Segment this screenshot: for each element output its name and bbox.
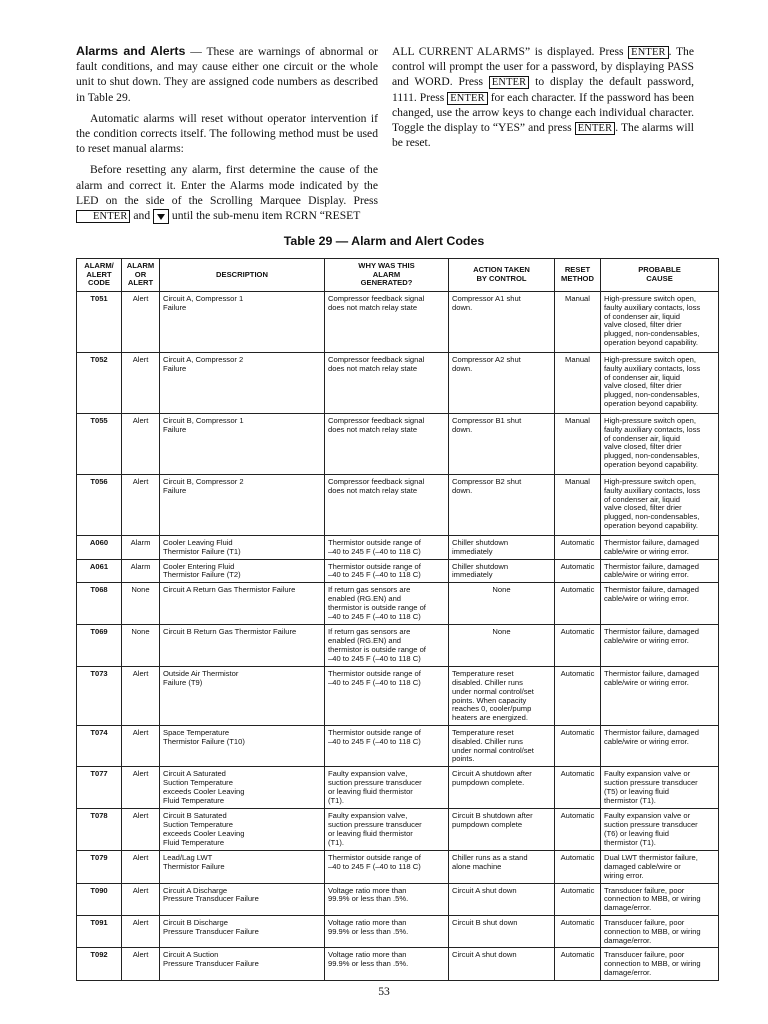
cell-code: T091: [77, 915, 122, 947]
header-alarm-or-alert: ALARM OR ALERT: [122, 259, 160, 292]
cell-probable-cause: High-pressure switch open, faulty auxiliary contacts, loss of condenser air, liquid valve closed, filter drier plugged, non-condensables, operation beyond capability.: [601, 292, 719, 353]
intro-left-column: [76, 44, 378, 230]
enter-key: ENTER: [447, 92, 487, 105]
cell-alarm-or-alert: Alert: [122, 883, 160, 915]
cell-description: Lead/Lag LWT Thermistor Failure: [160, 851, 325, 883]
cell-description: Circuit A, Compressor 1 Failure: [160, 292, 325, 353]
cell-why-generated: Thermistor outside range of –40 to 245 F (–40 to 118 C): [325, 536, 449, 560]
cell-alarm-or-alert: Alert: [122, 767, 160, 809]
cell-why-generated: Compressor feedback signal does not match relay state: [325, 292, 449, 353]
table-row: [77, 414, 719, 475]
cell-description: Outside Air Thermistor Failure (T9): [160, 667, 325, 726]
cell-why-generated: Voltage ratio more than 99.9% or less than .5%.: [325, 948, 449, 980]
enter-key: ENTER: [575, 122, 615, 135]
intro-paragraph-4: [392, 44, 694, 150]
cell-why-generated: Faulty expansion valve, suction pressure transducer or leaving fluid thermistor (T1).: [325, 767, 449, 809]
down-arrow-key-icon: [153, 209, 169, 224]
cell-action-taken: Compressor B1 shut down.: [449, 414, 555, 475]
cell-alarm-or-alert: Alarm: [122, 536, 160, 560]
table-title: Table 29 — Alarm and Alert Codes: [283, 234, 485, 248]
cell-code: T055: [77, 414, 122, 475]
cell-action-taken: Circuit A shutdown after pumpdown complete.: [449, 767, 555, 809]
cell-action-taken: Circuit A shut down: [449, 883, 555, 915]
cell-probable-cause: Transducer failure, poor connection to MBB, or wiring damage/error.: [601, 948, 719, 980]
cell-description: Circuit B, Compressor 1 Failure: [160, 414, 325, 475]
cell-probable-cause: High-pressure switch open, faulty auxiliary contacts, loss of condenser air, liquid valve closed, filter drier plugged, non-condensables, operation beyond capability.: [601, 353, 719, 414]
table-row: [77, 725, 719, 766]
heading-dash: —: [185, 45, 207, 58]
table-header-row: [77, 259, 719, 292]
alarm-codes-table: [76, 258, 719, 981]
cell-action-taken: Circuit A shut down: [449, 948, 555, 980]
header-code: ALARM/ ALERT CODE: [77, 259, 122, 292]
cell-code: A061: [77, 559, 122, 583]
cell-reset-method: Automatic: [555, 851, 601, 883]
cell-probable-cause: Transducer failure, poor connection to MBB, or wiring damage/error.: [601, 915, 719, 947]
enter-key: ENTER: [628, 46, 668, 59]
table-row: [77, 883, 719, 915]
cell-description: Circuit B Saturated Suction Temperature exceeds Cooler Leaving Fluid Temperature: [160, 809, 325, 851]
cell-reset-method: Manual: [555, 292, 601, 353]
cell-alarm-or-alert: Alert: [122, 353, 160, 414]
cell-description: Circuit A Suction Pressure Transducer Failure: [160, 948, 325, 980]
table-row: [77, 851, 719, 883]
cell-description: Circuit A Saturated Suction Temperature exceeds Cooler Leaving Fluid Temperature: [160, 767, 325, 809]
cell-reset-method: Automatic: [555, 915, 601, 947]
enter-key: ENTER: [76, 210, 130, 223]
cell-code: T090: [77, 883, 122, 915]
cell-why-generated: Voltage ratio more than 99.9% or less than .5%.: [325, 915, 449, 947]
cell-action-taken: Temperature reset disabled. Chiller runs under normal control/set points. When capacity reaches 0, cooler/pump heaters are energized.: [449, 667, 555, 726]
cell-probable-cause: Thermistor failure, damaged cable/wire or wiring error.: [601, 725, 719, 766]
table-row: [77, 767, 719, 809]
cell-reset-method: Manual: [555, 414, 601, 475]
cell-description: Space Temperature Thermistor Failure (T10): [160, 725, 325, 766]
table-row: [77, 536, 719, 560]
section-heading: Alarms and Alerts: [76, 44, 186, 58]
cell-alarm-or-alert: None: [122, 625, 160, 667]
header-action-taken: ACTION TAKEN BY CONTROL: [449, 259, 555, 292]
reset-text-3: to display the default password, 1111. Press: [392, 75, 694, 104]
cell-probable-cause: Thermistor failure, damaged cable/wire or wiring error.: [601, 536, 719, 560]
table-row: [77, 292, 719, 353]
cell-reset-method: Automatic: [555, 625, 601, 667]
cell-why-generated: Faulty expansion valve, suction pressure transducer or leaving fluid thermistor (T1).: [325, 809, 449, 851]
cell-alarm-or-alert: Alert: [122, 414, 160, 475]
cell-probable-cause: Thermistor failure, damaged cable/wire or wiring error.: [601, 625, 719, 667]
page-number: 53: [378, 985, 390, 998]
cell-alarm-or-alert: Alert: [122, 809, 160, 851]
cell-description: Cooler Entering Fluid Thermistor Failure (T2): [160, 559, 325, 583]
cell-why-generated: Compressor feedback signal does not match relay state: [325, 353, 449, 414]
cell-reset-method: Automatic: [555, 948, 601, 980]
cell-why-generated: Thermistor outside range of –40 to 245 F (–40 to 118 C): [325, 851, 449, 883]
cell-probable-cause: Faulty expansion valve or suction pressure transducer (T6) or leaving fluid thermistor (T1).: [601, 809, 719, 851]
cell-reset-method: Automatic: [555, 559, 601, 583]
cell-action-taken: Circuit B shut down: [449, 915, 555, 947]
cell-action-taken: None: [449, 583, 555, 625]
header-reset-method: RESET METHOD: [555, 259, 601, 292]
cell-code: T079: [77, 851, 122, 883]
cell-action-taken: Circuit B shutdown after pumpdown complete: [449, 809, 555, 851]
table-row: [77, 667, 719, 726]
cell-action-taken: Compressor B2 shut down.: [449, 475, 555, 536]
cell-reset-method: Automatic: [555, 725, 601, 766]
cell-why-generated: If return gas sensors are enabled (RG.EN) and thermistor is outside range of –40 to 245 F (–40 to 118 C): [325, 625, 449, 667]
cell-description: Circuit A, Compressor 2 Failure: [160, 353, 325, 414]
intro-paragraph-3: [76, 162, 378, 223]
cell-code: T078: [77, 809, 122, 851]
cell-action-taken: Chiller shutdown immediately: [449, 559, 555, 583]
cell-reset-method: Automatic: [555, 767, 601, 809]
cell-alarm-or-alert: Alert: [122, 948, 160, 980]
cell-code: T051: [77, 292, 122, 353]
cell-alarm-or-alert: Alert: [122, 725, 160, 766]
intro-text-and: and: [130, 209, 154, 223]
cell-reset-method: Automatic: [555, 667, 601, 726]
cell-probable-cause: High-pressure switch open, faulty auxiliary contacts, loss of condenser air, liquid valve closed, filter drier plugged, non-condensables, operation beyond capability.: [601, 475, 719, 536]
cell-alarm-or-alert: Alert: [122, 851, 160, 883]
cell-description: Cooler Leaving Fluid Thermistor Failure (T1): [160, 536, 325, 560]
cell-probable-cause: Transducer failure, poor connection to MBB, or wiring damage/error.: [601, 883, 719, 915]
intro-paragraph-2: Automatic alarms will reset without operator intervention if the condition corrects itself. The following method must be used to reset manual alarms:: [76, 111, 378, 156]
intro-paragraph-1: [76, 44, 378, 105]
header-description: DESCRIPTION: [160, 259, 325, 292]
table-row: [77, 559, 719, 583]
cell-alarm-or-alert: None: [122, 583, 160, 625]
intro-right-column: [392, 44, 694, 230]
cell-description: Circuit B Discharge Pressure Transducer Failure: [160, 915, 325, 947]
cell-description: Circuit A Discharge Pressure Transducer Failure: [160, 883, 325, 915]
cell-description: Circuit B Return Gas Thermistor Failure: [160, 625, 325, 667]
cell-why-generated: If return gas sensors are enabled (RG.EN) and thermistor is outside range of –40 to 245 F (–40 to 118 C): [325, 583, 449, 625]
cell-code: T077: [77, 767, 122, 809]
header-probable-cause: PROBABLE CAUSE: [601, 259, 719, 292]
table-body: [77, 292, 719, 981]
cell-description: Circuit B, Compressor 2 Failure: [160, 475, 325, 536]
cell-code: T052: [77, 353, 122, 414]
cell-why-generated: Thermistor outside range of –40 to 245 F (–40 to 118 C): [325, 725, 449, 766]
cell-why-generated: Compressor feedback signal does not match relay state: [325, 414, 449, 475]
cell-reset-method: Automatic: [555, 809, 601, 851]
cell-probable-cause: Thermistor failure, damaged cable/wire or wiring error.: [601, 667, 719, 726]
reset-text-2: . The control will prompt the user for a password, by displaying PASS and WORD. Press: [392, 45, 694, 89]
cell-why-generated: Voltage ratio more than 99.9% or less than .5%.: [325, 883, 449, 915]
cell-probable-cause: Thermistor failure, damaged cable/wire or wiring error.: [601, 583, 719, 625]
cell-reset-method: Automatic: [555, 883, 601, 915]
reset-text-1: ALL CURRENT ALARMS” is displayed. Press: [392, 45, 629, 58]
cell-action-taken: Chiller shutdown immediately: [449, 536, 555, 560]
cell-why-generated: Thermistor outside range of –40 to 245 F (–40 to 118 C): [325, 667, 449, 726]
cell-reset-method: Manual: [555, 353, 601, 414]
table-row: [77, 353, 719, 414]
cell-code: T073: [77, 667, 122, 726]
cell-code: T069: [77, 625, 122, 667]
cell-action-taken: Compressor A1 shut down.: [449, 292, 555, 353]
cell-probable-cause: Thermistor failure, damaged cable/wire or wiring error.: [601, 559, 719, 583]
cell-action-taken: Temperature reset disabled. Chiller runs under normal control/set points.: [449, 725, 555, 766]
cell-alarm-or-alert: Alert: [122, 292, 160, 353]
cell-description: Circuit A Return Gas Thermistor Failure: [160, 583, 325, 625]
cell-reset-method: Automatic: [555, 536, 601, 560]
cell-alarm-or-alert: Alarm: [122, 559, 160, 583]
cell-code: T056: [77, 475, 122, 536]
cell-action-taken: Compressor A2 shut down.: [449, 353, 555, 414]
enter-key: ENTER: [489, 76, 529, 89]
cell-action-taken: Chiller runs as a stand alone machine: [449, 851, 555, 883]
cell-code: T068: [77, 583, 122, 625]
table-row: [77, 948, 719, 980]
cell-alarm-or-alert: Alert: [122, 667, 160, 726]
cell-code: T092: [77, 948, 122, 980]
intro-section: [76, 44, 695, 230]
table-row: [77, 809, 719, 851]
cell-reset-method: Automatic: [555, 583, 601, 625]
cell-code: T074: [77, 725, 122, 766]
cell-alarm-or-alert: Alert: [122, 475, 160, 536]
cell-alarm-or-alert: Alert: [122, 915, 160, 947]
cell-probable-cause: High-pressure switch open, faulty auxiliary contacts, loss of condenser air, liquid valve closed, filter drier plugged, non-condensables, operation beyond capability.: [601, 414, 719, 475]
cell-probable-cause: Dual LWT thermistor failure, damaged cable/wire or wiring error.: [601, 851, 719, 883]
table-row: [77, 583, 719, 625]
table-row: [77, 915, 719, 947]
header-why-generated: WHY WAS THIS ALARM GENERATED?: [325, 259, 449, 292]
cell-reset-method: Manual: [555, 475, 601, 536]
cell-why-generated: Compressor feedback signal does not match relay state: [325, 475, 449, 536]
reset-text-5: . The alarms will be reset.: [392, 121, 694, 150]
cell-probable-cause: Faulty expansion valve or suction pressure transducer (T5) or leaving fluid thermistor (T1).: [601, 767, 719, 809]
cell-code: A060: [77, 536, 122, 560]
cell-action-taken: None: [449, 625, 555, 667]
intro-text-3: Before resetting any alarm, first determine the cause of the alarm and correct it. Enter the Alarms mode indicated by the LED on the side of the Scrolling Marquee Display. Press: [76, 163, 378, 207]
table-row: [77, 475, 719, 536]
intro-text-1: These are warnings of abnormal or fault conditions, and may cause either one circuit or the whole unit to shut down. They are assigned code numbers as described in Table 29.: [76, 45, 378, 104]
cell-why-generated: Thermistor outside range of –40 to 245 F (–40 to 118 C): [325, 559, 449, 583]
table-row: [77, 625, 719, 667]
reset-text-4: for each character. If the password has been changed, use the arrow keys to change each individual character. Toggle the display to “YES” and press: [392, 90, 695, 135]
intro-text-3-end: until the sub-menu item RCRN “RESET: [169, 209, 361, 223]
